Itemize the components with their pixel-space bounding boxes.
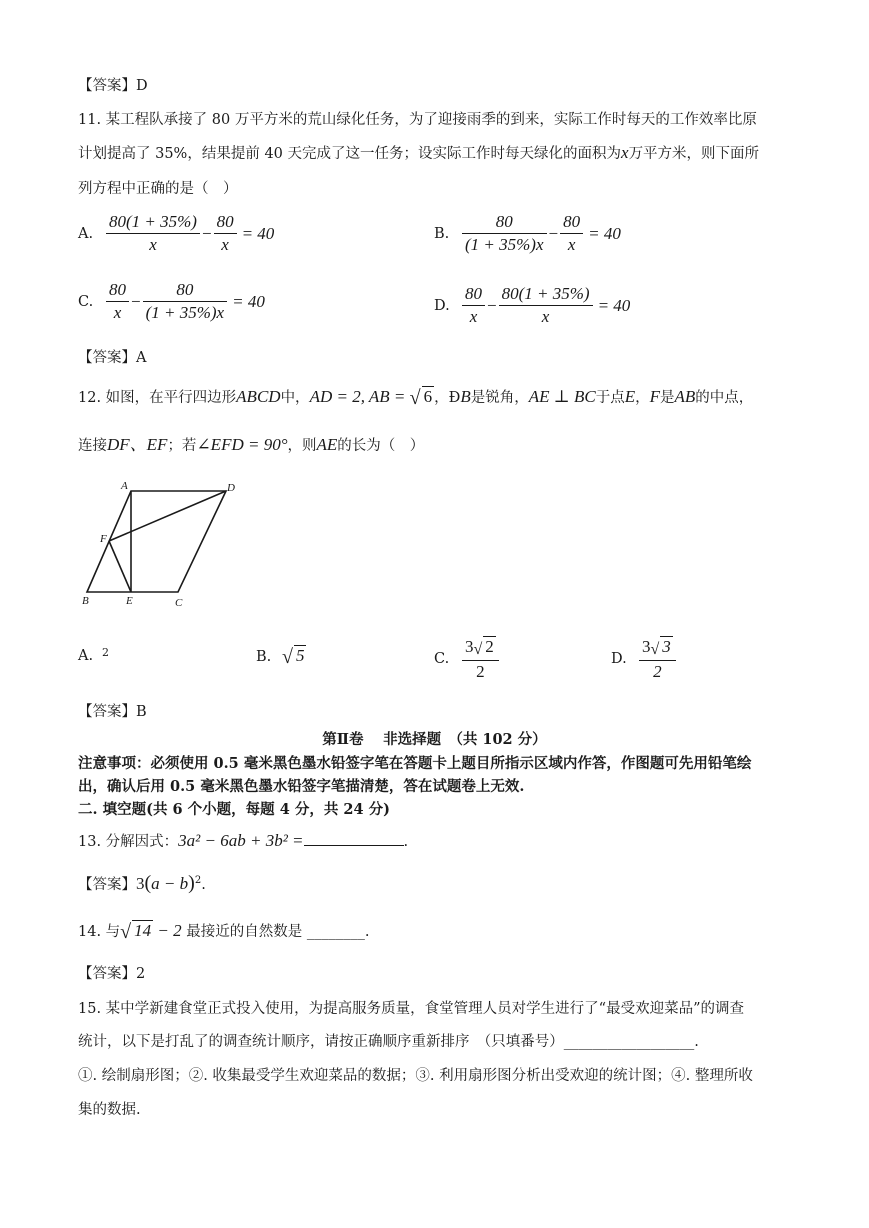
numerator: 80 — [462, 212, 547, 234]
q15-line2-text: 统计，以下是打乱了的调查统计顺序，请按正确顺序重新排序 （只填番号） — [78, 1034, 564, 1050]
option-label: D. — [434, 297, 450, 314]
denominator: (1 + 35%)x — [465, 235, 544, 254]
q13-blank[interactable] — [304, 845, 404, 846]
q14-blank[interactable]: ________ — [306, 924, 365, 940]
q11-option-b[interactable] — [434, 212, 621, 255]
q12-text: 连接 — [78, 438, 107, 454]
q12-text: ；若 — [167, 438, 197, 454]
segment-fd — [109, 491, 226, 541]
q12-text: 的中点， — [695, 390, 754, 406]
q12-text: ，则 — [287, 438, 317, 454]
q13-expression: 3a² − 6ab + 3b² = — [178, 831, 304, 850]
q11-var-x: x — [621, 143, 629, 162]
label-d: D — [227, 482, 235, 494]
q12-option-c[interactable]: C. $\frac{3√ 2}{2}$ — [434, 636, 501, 682]
q12-text: 中， — [280, 390, 310, 406]
notice-line1: 注意事项：必须使用 0.5 毫米黑色墨水铅签字笔在答题卡上题目所指示区域内作答，作图题可先用铅笔绘 — [78, 755, 752, 772]
q11-option-d[interactable] — [434, 284, 630, 327]
answer-13-prefix: 【答案】 — [78, 877, 136, 893]
denominator: (1 + 35%)x — [145, 303, 225, 322]
q12-segment-ae: AE — [316, 435, 338, 454]
option-value: 2 — [102, 645, 109, 659]
answer-10: 【答案】D — [78, 78, 148, 94]
radicand: 3 — [662, 637, 671, 656]
q13-suffix: . — [403, 834, 409, 850]
q12-text: 12. 如图，在平行四边形 — [78, 390, 237, 406]
q12-text: 是锐角， — [470, 390, 529, 406]
label-f: F — [100, 533, 107, 545]
q14-radicand: 14 — [134, 921, 152, 940]
rhs: = 40 — [597, 295, 631, 315]
q11-line3: 列方程中正确的是（ ） — [78, 181, 238, 197]
numerator: 80 — [560, 212, 583, 234]
coefficient: 3 — [642, 637, 651, 656]
option-label: A. — [78, 648, 94, 664]
q12-segments: DF、EF — [107, 435, 168, 454]
q12-text: 于点 — [595, 390, 625, 406]
q12-option-a[interactable] — [78, 645, 109, 664]
rhs: = 40 — [241, 223, 275, 243]
label-c: C — [175, 597, 183, 609]
option-label: B. — [256, 649, 272, 665]
denominator: x — [113, 303, 122, 322]
q15-line4: 集的数据. — [78, 1102, 141, 1118]
rhs: = 40 — [588, 223, 621, 243]
answer-13-coef: 3 — [136, 874, 145, 893]
q11-line1: 11. 某工程队承接了 80 万平方米的荒山绿化任务，为了迎接雨季的到来，实际工作时每天的工作效率比原 — [78, 112, 757, 128]
q14-text: 最接近的自然数是 — [186, 924, 303, 940]
q11-option-c[interactable] — [78, 280, 265, 323]
q12-text: 的长为（ ） — [337, 438, 425, 454]
q12-sqrt-six: 6 — [423, 387, 433, 406]
numerator: 80(1 + 35%) — [499, 284, 593, 306]
q15-line1: 15. 某中学新建食堂正式投入使用，为提高服务质量，食堂管理人员对学生进行了“最受欢迎菜品”的调查 — [78, 1001, 744, 1017]
denominator: x — [221, 235, 229, 254]
q12-point-e: E — [624, 387, 636, 406]
parallelogram-abcd — [87, 491, 226, 592]
numerator: 80 — [462, 284, 485, 306]
denominator: x — [567, 235, 576, 254]
q14-minus-two: − 2 — [153, 921, 182, 940]
q12-line1: 12. 如图，在平行四边形ABCD中，AD = 2, AB = √ 6 ，ÐB是锐角，AE ⊥ BC于点E，F是AB的中点， — [78, 387, 754, 409]
numerator: 80(1 + 35%) — [106, 212, 200, 234]
option-label: D. — [611, 651, 627, 667]
denominator: x — [149, 235, 157, 254]
q15-line3: ①. 绘制扇形图；②. 收集最受学生欢迎菜品的数据；③. 利用扇形图分析出受欢迎的统计图；④. 整理所收 — [78, 1068, 753, 1084]
q13-prefix: 13. 分解因式： — [78, 834, 179, 850]
operator: − — [201, 223, 212, 243]
part2-heading: 二. 填空题(共 6 个小题，每题 4 分，共 24 分) — [78, 801, 390, 818]
option-label: B. — [434, 225, 450, 242]
figure-lines — [87, 491, 226, 592]
q12-perpendicular: AE ⊥ BC — [528, 387, 596, 406]
notice-line2: 出，确认后用 0.5 毫米黑色墨水铅签字笔描清楚，答在试题卷上无效. — [78, 778, 525, 795]
q11-option-a[interactable] — [78, 212, 274, 255]
q14: 14. 与√ 14 − 2 最接近的自然数是 ________. — [78, 921, 370, 943]
radicand: 2 — [485, 637, 494, 656]
q12-abcd: ABCD — [236, 387, 281, 406]
q12-point-f: F — [649, 387, 660, 406]
q15-line2 — [78, 1030, 699, 1051]
q14-prefix: 14. 与 — [78, 924, 121, 940]
coefficient: 3 — [465, 637, 474, 656]
q12-text: ， — [635, 390, 650, 406]
numerator: 80 — [214, 212, 237, 234]
numerator: 80 — [143, 280, 228, 302]
q12-text: 是 — [660, 390, 675, 406]
q12-text: ，Ð — [434, 390, 461, 406]
option-label: C. — [78, 293, 94, 310]
answer-11: 【答案】A — [78, 350, 147, 366]
label-a: A — [121, 480, 128, 492]
option-label: A. — [78, 225, 94, 242]
q12-option-d[interactable]: D. $\frac{3√ 3}{2}$ — [611, 636, 678, 682]
option-label: C. — [434, 651, 450, 667]
answer-13-inner: a − b — [151, 874, 189, 893]
label-e: E — [126, 595, 133, 607]
rhs: = 40 — [232, 291, 265, 311]
q12-segment-ab: AB — [674, 387, 696, 406]
denominator: 2 — [476, 662, 485, 681]
operator: − — [487, 295, 497, 315]
label-b: B — [82, 595, 89, 607]
answer-14: 【答案】2 — [78, 966, 146, 982]
denominator: x — [541, 307, 550, 326]
q15-line2-suffix: . — [694, 1034, 699, 1050]
operator: − — [548, 223, 559, 243]
answer-12: 【答案】B — [78, 704, 147, 720]
q14-suffix: . — [364, 924, 370, 940]
q12-angle-b: B — [460, 387, 471, 406]
q12-angle-efd: ∠EFD = 90° — [196, 435, 288, 454]
q11-line2-text-a: 计划提高了 35%，结果提前 40 天完成了这一任务；设实际工作时每天绿化的面积为 — [78, 146, 622, 162]
parallelogram-figure — [78, 476, 248, 612]
sqrt-five: 5 — [295, 646, 305, 665]
q12-line2 — [78, 430, 424, 455]
denominator: x — [469, 307, 478, 326]
q11-line2 — [78, 142, 759, 163]
q11-line2-text-b: 万平方米，则下面所 — [628, 146, 760, 162]
q12-condition: AD = 2, AB = — [309, 387, 410, 406]
q15-blank[interactable]: __________________ — [563, 1034, 695, 1050]
segment-fe — [109, 541, 131, 592]
q13 — [78, 830, 408, 851]
operator: − — [131, 291, 141, 311]
section-title: 第Ⅱ卷 非选择题 （共 102 分） — [322, 731, 547, 748]
q12-option-b[interactable]: B. √ 5 — [256, 646, 305, 668]
answer-13: 【答案】$3(a - b)^2$. — [78, 872, 206, 894]
denominator: 2 — [653, 662, 662, 681]
numerator: 80 — [106, 280, 129, 302]
